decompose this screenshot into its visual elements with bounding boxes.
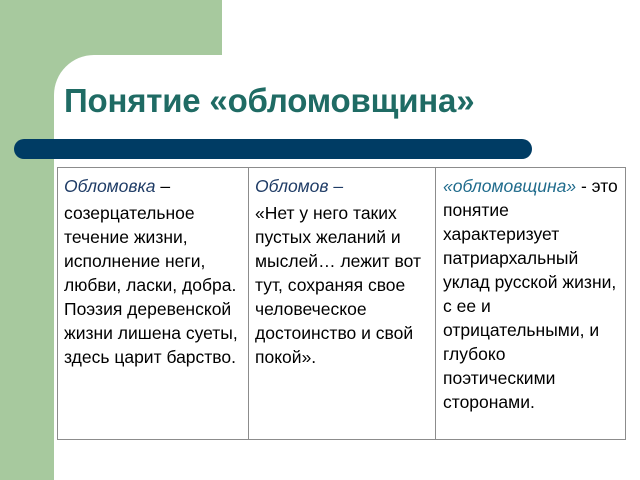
column-text: «Нет у него таких пустых желаний и мыслей… лежит вот тут, сохраняя свое человеческое достоинство и свой покой». [255, 203, 422, 367]
heading-term: Обломовка [64, 176, 156, 196]
heading-dash: – [155, 176, 171, 196]
column-text: созерцательное течение жизни, исполнение неги, любви, ласки, добра. Поэзия деревенской жизни лишена суеты, здесь царит барство. [64, 203, 238, 367]
table-column-oblomovshchina [435, 168, 625, 439]
column-text: - это понятие характеризует патриархальный уклад русской жизни, с ее и отрицательными, и глубоко поэтическими сторонами. [443, 176, 618, 412]
title-underline-bar [14, 139, 532, 159]
heading-term: «обломовщина» [443, 176, 577, 196]
definition-table [57, 167, 626, 440]
column-paragraph [443, 176, 618, 412]
table-column-oblomov [248, 168, 435, 439]
table-column-oblomovka [58, 168, 248, 439]
column-heading [64, 174, 242, 198]
slide-title: Понятие «обломовщина» [64, 82, 475, 119]
column-heading: Обломов – [255, 176, 344, 196]
